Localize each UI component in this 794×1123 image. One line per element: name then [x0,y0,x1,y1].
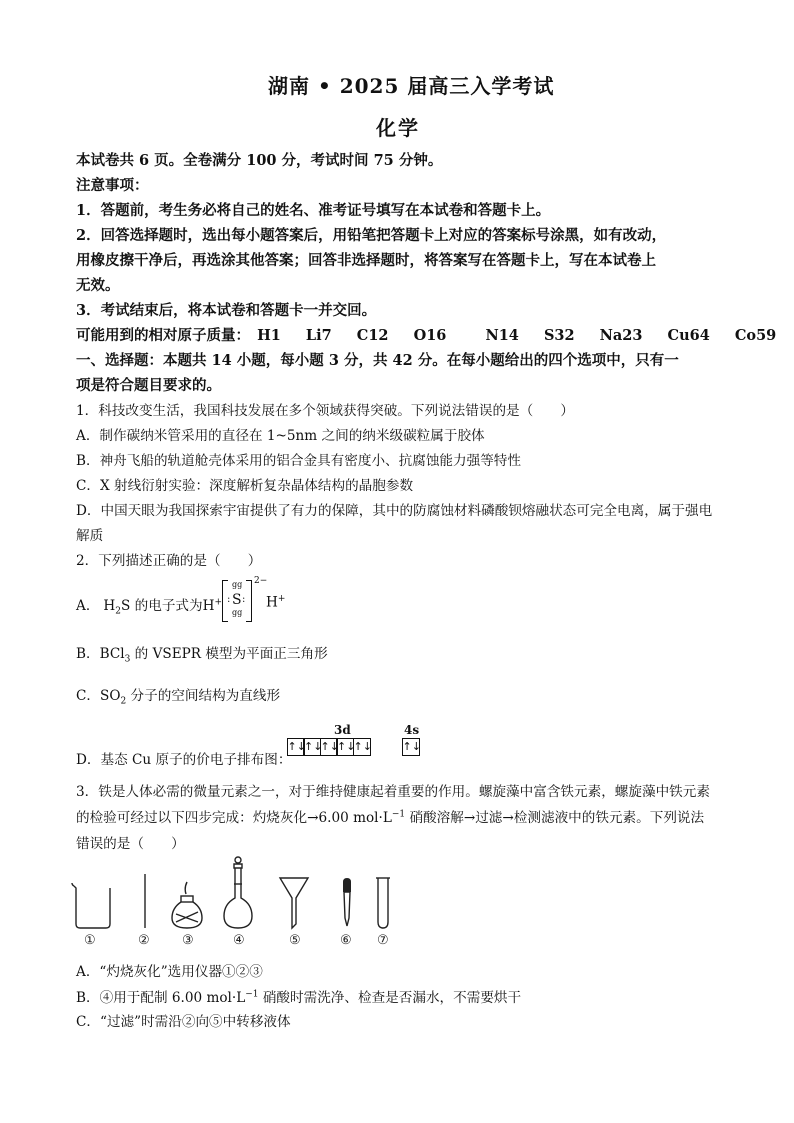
note-2-line-2: 用橡皮擦干净后，再选涂其他答案；回答非选择题时，将答案写在答题卡上，写在本试卷上 [76,252,656,269]
mass-item: C12 [356,327,389,344]
formula-h: H [103,598,116,614]
q3-option-a: A．“灼烧灰化”选用仪器①②③ [76,964,263,980]
q2-option-d: D．基态 Cu 原子的价电子排布图： [76,752,292,768]
bracket-charge: 2− [254,576,268,586]
q1-stem: 1．科技改变生活，我国科技发展在多个领域获得突破。下列说法错误的是（ ） [76,403,575,419]
option-text: 的 VSEPR 模型为平面正三角形 [130,646,328,662]
formula-tail: S 的电子式为 [121,598,203,614]
q1-option-a: A．制作碳纳米管采用的直径在 1~5nm 之间的纳米级碳粒属于胶体 [76,428,485,444]
mass-item: Na23 [599,327,643,344]
option-text: B．④用于配制 6.00 mol·L [76,990,246,1006]
atomic-masses-label: 可能用到的相对原子质量： [76,327,250,344]
q1-option-d: D．中国天眼为我国探索宇宙提供了有力的保障，其中的防腐蚀材料磷酸钡熔融状态可完全电离，属于强电 [76,503,713,519]
mass-item: Co59 [734,327,777,344]
subject-title: 化学 [376,116,420,140]
option-label: A． [76,598,100,614]
instrument-label: ④ [233,933,245,948]
mass-item: Cu64 [667,327,710,344]
instrument-label: ① [84,933,96,948]
h-atom: H [266,594,278,611]
q3-stem-line-3: 错误的是（ ） [76,836,185,852]
orbital-box: ↑↓ [402,738,420,756]
label-4s: 4s [404,723,420,737]
electron-dots-top: gg [232,580,243,589]
q3-stem-line-2 [76,806,704,826]
section-1-heading: 一、选择题：本题共 14 小题，每小题 3 分，共 42 分。在每小题给出的四个选项中，只有一 [76,352,679,369]
volumetric-flask-icon [224,857,252,928]
test-tube-icon [376,878,390,928]
h-atom: H [202,598,215,614]
q3-option-c: C．“过滤”时需沿②向⑤中转移液体 [76,1014,291,1030]
q2-option-a [76,594,222,617]
electron-dots-left: : [227,594,231,605]
q1-option-c: C．X 射线衍射实验：深度解析复杂晶体结构的晶胞参数 [76,478,414,494]
mass-item: O16 [413,327,447,344]
mass-item: N14 [485,327,519,344]
q2-a-trailing-h [266,594,285,611]
stem-text: 硝酸溶解→过滤→检测滤液中的铁元素。下列说法 [405,810,705,826]
orbital-box: ↑↓ [287,738,305,756]
exam-title: 湖南 • 2025 届高三入学考试 [268,74,555,98]
q2-option-b [76,642,328,665]
electron-dots-right: : [242,594,246,605]
formula: SO [100,688,121,704]
q2-option-c [76,684,280,707]
superscript: −1 [245,989,259,1000]
lab-instruments-figure [66,852,406,932]
q1-option-b: B．神舟飞船的轨道舱壳体采用的铝合金具有密度小、抗腐蚀能力强等特性 [76,453,521,469]
q1-option-d-cont: 解质 [76,528,104,544]
orbital-3d [288,738,371,756]
plus-charge: + [277,594,286,604]
subscript: 2 [115,606,122,617]
superscript: −1 [391,809,406,820]
option-text: 硝酸时需洗净、检查是否漏水，不需要烘干 [258,990,522,1006]
option-text: 分子的空间结构为直线形 [126,688,281,704]
electron-bracket [222,580,252,622]
funnel-icon [280,878,308,928]
note-2-line-1: 2．回答选择题时，选出每小题答案后，用铅笔把答题卡上对应的答案标号涂黑，如有改动， [76,227,667,244]
q2-stem: 2．下列描述正确的是（ ） [76,553,262,569]
orbital-box: ↑↓ [353,738,371,756]
beaker-icon [72,883,110,928]
dropper-icon [343,878,351,926]
alcohol-lamp-icon [172,882,202,928]
q3-stem-line-1: 3．铁是人体必需的微量元素之一，对于维持健康起着重要的作用。螺旋藻中富含铁元素，螺旋藻中铁元素 [76,784,710,800]
orbital-4s [403,738,420,756]
plus-charge: + [214,597,223,608]
orbital-box: ↑↓ [320,738,338,756]
note-1: 1．答题前，考生务必将自己的姓名、准考证号填写在本试卷和答题卡上。 [76,202,551,219]
instrument-label: ⑥ [340,933,352,948]
s-atom: S [232,592,242,608]
label-3d: 3d [334,723,351,737]
q3-option-b [76,986,521,1006]
atomic-masses [76,324,776,345]
mass-item: Li7 [305,327,332,344]
notes-title: 注意事项： [76,177,149,194]
instrument-label: ② [138,933,150,948]
instrument-label: ③ [182,933,194,948]
electron-dots-bottom: gg [232,608,243,617]
orbital-box: ↑↓ [303,738,321,756]
section-1-heading-cont: 项是符合题目要求的。 [76,377,221,394]
instrument-label: ⑦ [377,933,389,948]
instrument-label: ⑤ [289,933,301,948]
option-label: B． [76,646,100,662]
exam-info: 本试卷共 6 页。全卷满分 100 分，考试时间 75 分钟。 [76,152,443,169]
formula: BCl [99,646,125,662]
stem-text: 的检验可经过以下四步完成：灼烧灰化→6.00 mol·L [76,810,392,826]
option-label: C． [76,688,100,704]
orbital-box: ↑↓ [336,738,354,756]
note-2-line-3: 无效。 [76,277,120,294]
subscript: 3 [124,654,131,665]
mass-item: S32 [543,327,575,344]
note-3: 3．考试结束后，将本试卷和答题卡一并交回。 [76,302,377,319]
subscript: 2 [120,696,127,707]
mass-item: H1 [257,327,281,344]
